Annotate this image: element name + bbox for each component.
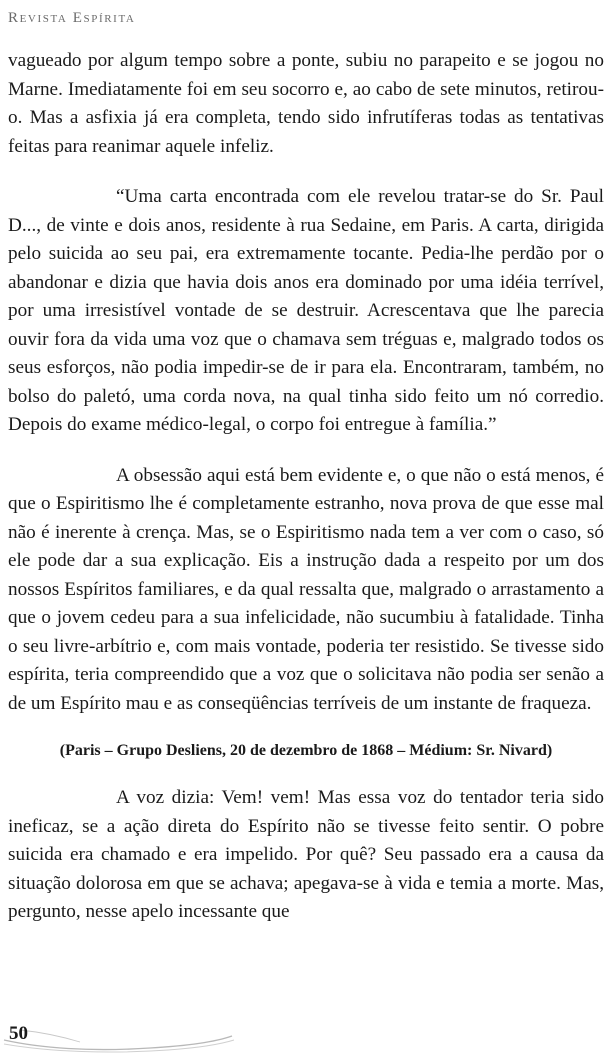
paragraph-spirit-instruction: A voz dizia: Vem! vem! Mas essa voz do tentador teria sido ineficaz, se a ação direta do Espírito não se tivesse feito sentir. O pobre suicida era chamado e era impelido. Por quê? Seu passado era a causa da situação dolorosa em que se achava; apegava-se à vida e temia a morte. Mas, pergunto, nesse apelo incessante que [8, 787, 604, 922]
paragraph-letter-quote: “Uma carta encontrada com ele revelou tratar-se do Sr. Paul D..., de vinte e dois anos, residente à rua Sedaine, em Paris. A carta, dirigida pelo suicida ao seu pai, era extremamente tocante. Pedia-lhe perdão por o abandonar e dizia que havia dois anos era dominado por uma idéia terrível, por uma irresistível vontade de se destruir. Acrescentava que lhe parecia ouvir fora da vida uma voz que o chamava sem tréguas e, malgrado todos os seus esforços, não podia impedir-se de ir para ela. Encontraram, também, no bolso do paletó, uma corda nova, na qual tinha sido feito um nó corredio. Depois do exame médico-legal, o corpo foi entregue à família.” [8, 186, 604, 435]
communication-source-line: (Paris – Grupo Desliens, 20 de dezembro de 1868 – Médium: Sr. Nivard) [59, 742, 553, 759]
paragraph-continuation: vagueado por algum tempo sobre a ponte, subiu no parapeito e se jogou no Marne. Imediatamente foi em seu socorro e, ao cabo de sete minutos, retirou-o. Mas a asfixia já era completa, tendo sido infrutíferas todas as tentativas feitas para reanimar aquele infeliz. [8, 50, 604, 157]
page-number: 50 [9, 1023, 28, 1044]
paragraph-obsession-commentary: A obsessão aqui está bem evidente e, o que não o está menos, é que o Espiritismo lhe é completamente estranho, nova prova de que esse mal não é inerente à crença. Mas, se o Espiritismo nada tem a ver com o caso, só ele pode dar a sua explicação. Eis a instrução dada a respeito por um dos nossos Espíritos familiares, e da qual ressalta que, malgrado o arrastamento a que o jovem cedeu para a sua infelicidade, não sucumbiu à fatalidade. Tinha o seu livre-arbítrio e, com mais vontade, poderia ter resistido. Se tivesse sido espírita, teria compreendido que a voz que o solicitava não podia ser senão a de um Espírito mau e as conseqüências terríveis de um instante de fraqueza. [8, 464, 604, 714]
footer-flourish-ornament [0, 1018, 240, 1054]
body-text [8, 47, 604, 927]
running-header: Revista Espírita [8, 10, 136, 26]
